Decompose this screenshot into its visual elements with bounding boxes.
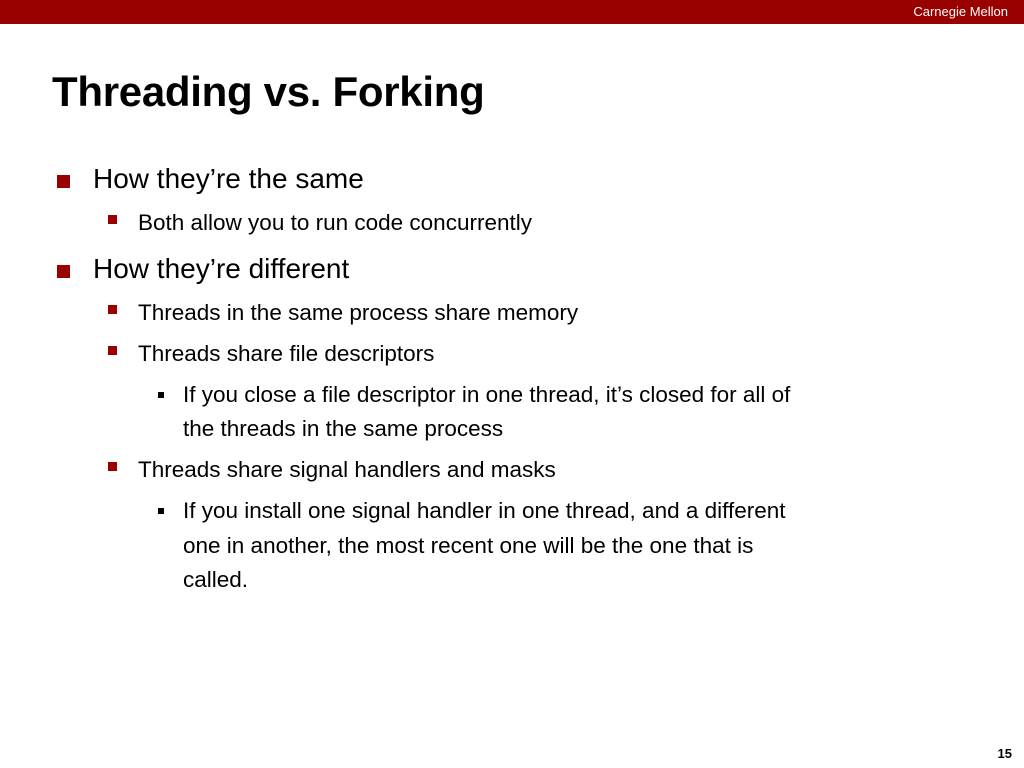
bullet-level3-text-line: called. [183, 567, 249, 592]
bullet-level3-text-line: If you install one signal handler in one thread, and a different [183, 498, 786, 523]
bullet-level1-text: How they’re the same [93, 163, 364, 194]
brand-label: Carnegie Mellon [913, 4, 1008, 19]
bullet-level2-icon [108, 215, 117, 224]
bullet-level2-text: Threads share signal handlers and masks [138, 457, 556, 482]
bullet-level2-text: Both allow you to run code concurrently [138, 210, 532, 235]
bullet-level1-icon [57, 175, 70, 188]
bullet-level1-text: How they’re different [93, 253, 350, 284]
slide-title: Threading vs. Forking [52, 68, 485, 115]
bullet-level2-icon [108, 462, 117, 471]
bullet-level2-icon [108, 346, 117, 355]
bullet-level3-icon [158, 392, 164, 398]
bullet-level2-icon [108, 305, 117, 314]
bullet-level3-icon [158, 508, 164, 514]
bullet-level3-text-line: If you close a file descriptor in one thread, it’s closed for all of [183, 382, 791, 407]
bullet-level3-text-line: the threads in the same process [183, 416, 504, 441]
bullet-level2-text: Threads in the same process share memory [138, 300, 579, 325]
page-number: 15 [997, 746, 1012, 761]
bullet-level2-text: Threads share file descriptors [138, 341, 435, 366]
header-bar [0, 0, 1024, 24]
bullet-level3-text-line: one in another, the most recent one will be the one that is [183, 533, 754, 558]
bullet-level1-icon [57, 265, 70, 278]
